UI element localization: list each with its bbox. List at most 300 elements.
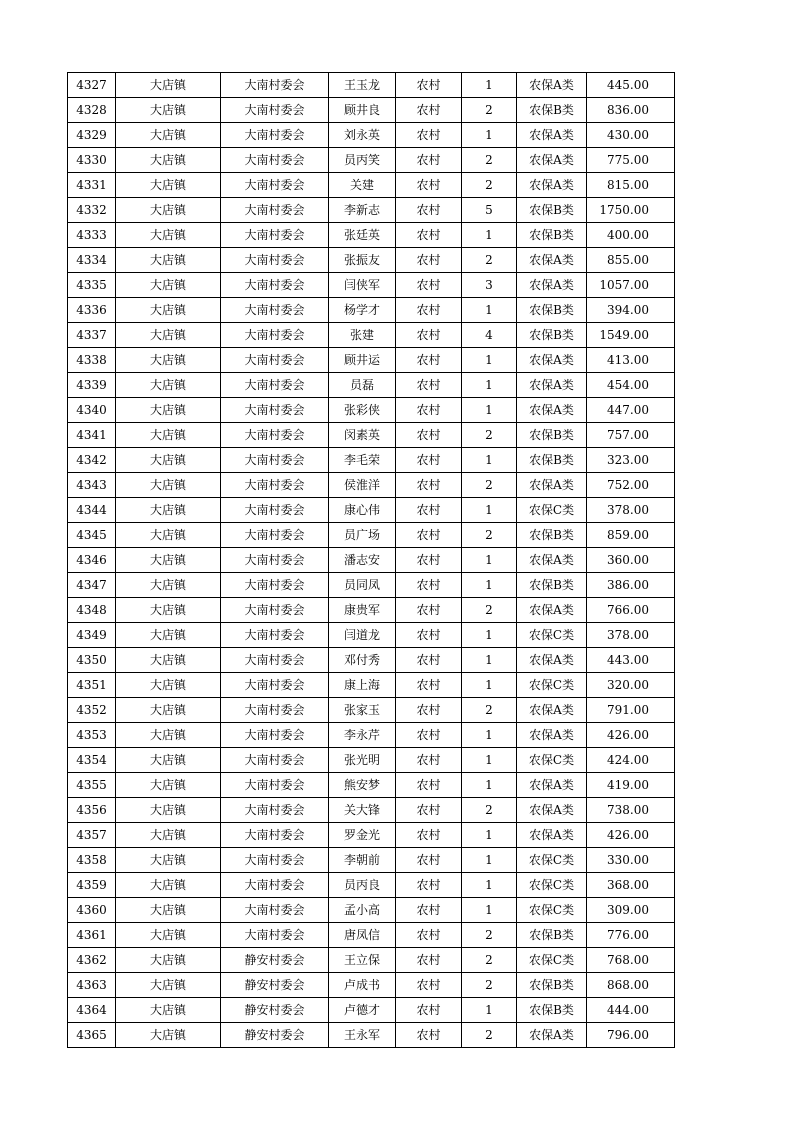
village-committee-cell: 大南村委会 — [221, 773, 329, 798]
insurance-category-cell: 农保B类 — [517, 923, 587, 948]
person-name-cell: 康贵军 — [329, 598, 396, 623]
insurance-category-cell: 农保C类 — [517, 498, 587, 523]
table-row — [68, 898, 675, 923]
town-cell: 大店镇 — [116, 573, 221, 598]
amount-cell: 424.00 — [587, 748, 675, 773]
member-count-cell: 1 — [462, 398, 517, 423]
village-committee-cell: 大南村委会 — [221, 748, 329, 773]
person-name-cell: 张彩侠 — [329, 398, 396, 423]
member-count-cell: 2 — [462, 598, 517, 623]
town-cell: 大店镇 — [116, 123, 221, 148]
amount-cell: 419.00 — [587, 773, 675, 798]
town-cell: 大店镇 — [116, 848, 221, 873]
town-cell: 大店镇 — [116, 198, 221, 223]
insurance-category-cell: 农保A类 — [517, 698, 587, 723]
record-id-cell: 4354 — [68, 748, 116, 773]
household-type-cell: 农村 — [396, 523, 462, 548]
member-count-cell: 1 — [462, 623, 517, 648]
insurance-category-cell: 农保A类 — [517, 473, 587, 498]
person-name-cell: 闵素英 — [329, 423, 396, 448]
table-row — [68, 523, 675, 548]
household-type-cell: 农村 — [396, 573, 462, 598]
table-row — [68, 773, 675, 798]
village-committee-cell: 静安村委会 — [221, 998, 329, 1023]
amount-cell: 444.00 — [587, 998, 675, 1023]
household-type-cell: 农村 — [396, 248, 462, 273]
town-cell: 大店镇 — [116, 223, 221, 248]
table-row — [68, 623, 675, 648]
record-id-cell: 4351 — [68, 673, 116, 698]
person-name-cell: 闫道龙 — [329, 623, 396, 648]
person-name-cell: 熊安梦 — [329, 773, 396, 798]
amount-cell: 796.00 — [587, 1023, 675, 1048]
person-name-cell: 唐凤信 — [329, 923, 396, 948]
village-committee-cell: 大南村委会 — [221, 548, 329, 573]
table-row — [68, 398, 675, 423]
table-row — [68, 573, 675, 598]
household-type-cell: 农村 — [396, 73, 462, 98]
insurance-category-cell: 农保A类 — [517, 723, 587, 748]
town-cell: 大店镇 — [116, 148, 221, 173]
member-count-cell: 1 — [462, 748, 517, 773]
person-name-cell: 张家玉 — [329, 698, 396, 723]
member-count-cell: 2 — [462, 473, 517, 498]
amount-cell: 815.00 — [587, 173, 675, 198]
person-name-cell: 王玉龙 — [329, 73, 396, 98]
member-count-cell: 2 — [462, 923, 517, 948]
town-cell: 大店镇 — [116, 248, 221, 273]
insurance-category-cell: 农保A类 — [517, 398, 587, 423]
amount-cell: 776.00 — [587, 923, 675, 948]
village-committee-cell: 大南村委会 — [221, 848, 329, 873]
household-type-cell: 农村 — [396, 973, 462, 998]
person-name-cell: 杨学才 — [329, 298, 396, 323]
household-type-cell: 农村 — [396, 548, 462, 573]
person-name-cell: 员广场 — [329, 523, 396, 548]
table-row — [68, 948, 675, 973]
amount-cell: 426.00 — [587, 723, 675, 748]
town-cell: 大店镇 — [116, 548, 221, 573]
person-name-cell: 张廷英 — [329, 223, 396, 248]
record-id-cell: 4346 — [68, 548, 116, 573]
table-row — [68, 323, 675, 348]
village-committee-cell: 静安村委会 — [221, 948, 329, 973]
member-count-cell: 2 — [462, 423, 517, 448]
member-count-cell: 1 — [462, 498, 517, 523]
village-committee-cell: 大南村委会 — [221, 873, 329, 898]
insurance-category-cell: 农保A类 — [517, 348, 587, 373]
household-type-cell: 农村 — [396, 998, 462, 1023]
insurance-category-cell: 农保A类 — [517, 798, 587, 823]
member-count-cell: 1 — [462, 223, 517, 248]
person-name-cell: 王立保 — [329, 948, 396, 973]
village-committee-cell: 大南村委会 — [221, 673, 329, 698]
person-name-cell: 李朝前 — [329, 848, 396, 873]
amount-cell: 791.00 — [587, 698, 675, 723]
village-committee-cell: 大南村委会 — [221, 273, 329, 298]
household-type-cell: 农村 — [396, 198, 462, 223]
household-type-cell: 农村 — [396, 373, 462, 398]
insurance-category-cell: 农保C类 — [517, 948, 587, 973]
table-row — [68, 548, 675, 573]
insurance-category-cell: 农保B类 — [517, 523, 587, 548]
village-committee-cell: 大南村委会 — [221, 523, 329, 548]
record-id-cell: 4357 — [68, 823, 116, 848]
person-name-cell: 李毛荣 — [329, 448, 396, 473]
person-name-cell: 潘志安 — [329, 548, 396, 573]
person-name-cell: 张建 — [329, 323, 396, 348]
person-name-cell: 王永军 — [329, 1023, 396, 1048]
person-name-cell: 李永芹 — [329, 723, 396, 748]
member-count-cell: 2 — [462, 948, 517, 973]
person-name-cell: 康心伟 — [329, 498, 396, 523]
household-type-cell: 农村 — [396, 923, 462, 948]
household-type-cell: 农村 — [396, 273, 462, 298]
person-name-cell: 员同凤 — [329, 573, 396, 598]
household-type-cell: 农村 — [396, 873, 462, 898]
town-cell: 大店镇 — [116, 498, 221, 523]
person-name-cell: 顾井运 — [329, 348, 396, 373]
insurance-category-cell: 农保B类 — [517, 323, 587, 348]
amount-cell: 1549.00 — [587, 323, 675, 348]
town-cell: 大店镇 — [116, 698, 221, 723]
household-type-cell: 农村 — [396, 498, 462, 523]
member-count-cell: 1 — [462, 898, 517, 923]
person-name-cell: 员丙笑 — [329, 148, 396, 173]
village-committee-cell: 大南村委会 — [221, 598, 329, 623]
amount-cell: 447.00 — [587, 398, 675, 423]
amount-cell: 1750.00 — [587, 198, 675, 223]
insurance-category-cell: 农保B类 — [517, 448, 587, 473]
person-name-cell: 李新志 — [329, 198, 396, 223]
member-count-cell: 1 — [462, 448, 517, 473]
member-count-cell: 5 — [462, 198, 517, 223]
town-cell: 大店镇 — [116, 523, 221, 548]
household-type-cell: 农村 — [396, 648, 462, 673]
amount-cell: 738.00 — [587, 798, 675, 823]
amount-cell: 768.00 — [587, 948, 675, 973]
village-committee-cell: 大南村委会 — [221, 98, 329, 123]
town-cell: 大店镇 — [116, 798, 221, 823]
member-count-cell: 1 — [462, 548, 517, 573]
household-type-cell: 农村 — [396, 123, 462, 148]
table-row — [68, 998, 675, 1023]
record-id-cell: 4363 — [68, 973, 116, 998]
insurance-category-cell: 农保A类 — [517, 548, 587, 573]
table-row — [68, 73, 675, 98]
village-committee-cell: 大南村委会 — [221, 723, 329, 748]
record-id-cell: 4356 — [68, 798, 116, 823]
town-cell: 大店镇 — [116, 898, 221, 923]
household-type-cell: 农村 — [396, 148, 462, 173]
household-type-cell: 农村 — [396, 398, 462, 423]
table-row — [68, 423, 675, 448]
table-row — [68, 173, 675, 198]
person-name-cell: 张光明 — [329, 748, 396, 773]
amount-cell: 360.00 — [587, 548, 675, 573]
record-id-cell: 4347 — [68, 573, 116, 598]
record-id-cell: 4349 — [68, 623, 116, 648]
household-type-cell: 农村 — [396, 98, 462, 123]
person-name-cell: 张振友 — [329, 248, 396, 273]
village-committee-cell: 大南村委会 — [221, 348, 329, 373]
town-cell: 大店镇 — [116, 948, 221, 973]
amount-cell: 368.00 — [587, 873, 675, 898]
village-committee-cell: 大南村委会 — [221, 498, 329, 523]
amount-cell: 868.00 — [587, 973, 675, 998]
record-id-cell: 4342 — [68, 448, 116, 473]
member-count-cell: 2 — [462, 698, 517, 723]
insurance-category-cell: 农保A类 — [517, 598, 587, 623]
record-id-cell: 4329 — [68, 123, 116, 148]
person-name-cell: 罗金光 — [329, 823, 396, 848]
record-id-cell: 4330 — [68, 148, 116, 173]
table-row — [68, 673, 675, 698]
table-row — [68, 823, 675, 848]
village-committee-cell: 大南村委会 — [221, 248, 329, 273]
person-name-cell: 卢德才 — [329, 998, 396, 1023]
town-cell: 大店镇 — [116, 748, 221, 773]
village-committee-cell: 大南村委会 — [221, 423, 329, 448]
village-committee-cell: 大南村委会 — [221, 398, 329, 423]
amount-cell: 309.00 — [587, 898, 675, 923]
town-cell: 大店镇 — [116, 723, 221, 748]
insurance-category-cell: 农保A类 — [517, 823, 587, 848]
member-count-cell: 3 — [462, 273, 517, 298]
record-id-cell: 4359 — [68, 873, 116, 898]
table-row — [68, 273, 675, 298]
village-committee-cell: 大南村委会 — [221, 798, 329, 823]
town-cell: 大店镇 — [116, 773, 221, 798]
member-count-cell: 2 — [462, 1023, 517, 1048]
member-count-cell: 2 — [462, 173, 517, 198]
household-type-cell: 农村 — [396, 423, 462, 448]
town-cell: 大店镇 — [116, 98, 221, 123]
person-name-cell: 卢成书 — [329, 973, 396, 998]
amount-cell: 752.00 — [587, 473, 675, 498]
insurance-category-cell: 农保C类 — [517, 898, 587, 923]
table-row — [68, 148, 675, 173]
record-id-cell: 4353 — [68, 723, 116, 748]
village-committee-cell: 大南村委会 — [221, 823, 329, 848]
table-row — [68, 598, 675, 623]
table-row — [68, 848, 675, 873]
member-count-cell: 1 — [462, 998, 517, 1023]
record-id-cell: 4358 — [68, 848, 116, 873]
village-committee-cell: 大南村委会 — [221, 198, 329, 223]
record-id-cell: 4339 — [68, 373, 116, 398]
member-count-cell: 1 — [462, 573, 517, 598]
town-cell: 大店镇 — [116, 298, 221, 323]
amount-cell: 378.00 — [587, 623, 675, 648]
town-cell: 大店镇 — [116, 973, 221, 998]
member-count-cell: 2 — [462, 523, 517, 548]
amount-cell: 766.00 — [587, 598, 675, 623]
record-id-cell: 4334 — [68, 248, 116, 273]
insurance-category-cell: 农保B类 — [517, 223, 587, 248]
amount-cell: 757.00 — [587, 423, 675, 448]
town-cell: 大店镇 — [116, 873, 221, 898]
record-id-cell: 4328 — [68, 98, 116, 123]
insurance-category-cell: 农保B类 — [517, 973, 587, 998]
table-row — [68, 373, 675, 398]
town-cell: 大店镇 — [116, 648, 221, 673]
member-count-cell: 1 — [462, 73, 517, 98]
insurance-category-cell: 农保C类 — [517, 748, 587, 773]
table-row — [68, 298, 675, 323]
amount-cell: 426.00 — [587, 823, 675, 848]
member-count-cell: 2 — [462, 798, 517, 823]
person-name-cell: 顾井良 — [329, 98, 396, 123]
record-id-cell: 4333 — [68, 223, 116, 248]
insurance-category-cell: 农保C类 — [517, 873, 587, 898]
town-cell: 大店镇 — [116, 348, 221, 373]
village-committee-cell: 大南村委会 — [221, 223, 329, 248]
household-type-cell: 农村 — [396, 898, 462, 923]
town-cell: 大店镇 — [116, 373, 221, 398]
town-cell: 大店镇 — [116, 673, 221, 698]
record-id-cell: 4345 — [68, 523, 116, 548]
record-id-cell: 4352 — [68, 698, 116, 723]
village-committee-cell: 大南村委会 — [221, 448, 329, 473]
town-cell: 大店镇 — [116, 173, 221, 198]
record-id-cell: 4355 — [68, 773, 116, 798]
record-id-cell: 4327 — [68, 73, 116, 98]
member-count-cell: 1 — [462, 823, 517, 848]
town-cell: 大店镇 — [116, 398, 221, 423]
amount-cell: 836.00 — [587, 98, 675, 123]
member-count-cell: 1 — [462, 348, 517, 373]
insurance-category-cell: 农保B类 — [517, 98, 587, 123]
town-cell: 大店镇 — [116, 273, 221, 298]
amount-cell: 323.00 — [587, 448, 675, 473]
person-name-cell: 刘永英 — [329, 123, 396, 148]
village-committee-cell: 静安村委会 — [221, 1023, 329, 1048]
amount-cell: 413.00 — [587, 348, 675, 373]
amount-cell: 454.00 — [587, 373, 675, 398]
table-row — [68, 748, 675, 773]
member-count-cell: 1 — [462, 373, 517, 398]
village-committee-cell: 大南村委会 — [221, 898, 329, 923]
person-name-cell: 关大锋 — [329, 798, 396, 823]
household-type-cell: 农村 — [396, 948, 462, 973]
insurance-category-cell: 农保A类 — [517, 648, 587, 673]
insurance-category-cell: 农保A类 — [517, 373, 587, 398]
record-id-cell: 4338 — [68, 348, 116, 373]
amount-cell: 855.00 — [587, 248, 675, 273]
town-cell: 大店镇 — [116, 998, 221, 1023]
table-row — [68, 98, 675, 123]
household-type-cell: 农村 — [396, 323, 462, 348]
insurance-category-cell: 农保C类 — [517, 848, 587, 873]
town-cell: 大店镇 — [116, 823, 221, 848]
record-id-cell: 4332 — [68, 198, 116, 223]
village-committee-cell: 大南村委会 — [221, 573, 329, 598]
amount-cell: 443.00 — [587, 648, 675, 673]
village-committee-cell: 大南村委会 — [221, 173, 329, 198]
record-id-cell: 4335 — [68, 273, 116, 298]
table-row — [68, 798, 675, 823]
household-type-cell: 农村 — [396, 623, 462, 648]
insurance-category-cell: 农保A类 — [517, 148, 587, 173]
table-row — [68, 498, 675, 523]
insurance-category-cell: 农保C类 — [517, 673, 587, 698]
household-type-cell: 农村 — [396, 1023, 462, 1048]
record-id-cell: 4362 — [68, 948, 116, 973]
insurance-category-cell: 农保B类 — [517, 198, 587, 223]
village-committee-cell: 大南村委会 — [221, 298, 329, 323]
village-committee-cell: 大南村委会 — [221, 373, 329, 398]
village-committee-cell: 大南村委会 — [221, 648, 329, 673]
amount-cell: 378.00 — [587, 498, 675, 523]
table-row — [68, 923, 675, 948]
insurance-category-cell: 农保B类 — [517, 998, 587, 1023]
town-cell: 大店镇 — [116, 598, 221, 623]
town-cell: 大店镇 — [116, 623, 221, 648]
amount-cell: 320.00 — [587, 673, 675, 698]
village-committee-cell: 大南村委会 — [221, 123, 329, 148]
record-id-cell: 4348 — [68, 598, 116, 623]
household-type-cell: 农村 — [396, 698, 462, 723]
insurance-category-cell: 农保B类 — [517, 298, 587, 323]
village-committee-cell: 大南村委会 — [221, 698, 329, 723]
insurance-category-cell: 农保B类 — [517, 423, 587, 448]
record-id-cell: 4337 — [68, 323, 116, 348]
household-type-cell: 农村 — [396, 848, 462, 873]
record-id-cell: 4365 — [68, 1023, 116, 1048]
member-count-cell: 2 — [462, 248, 517, 273]
record-id-cell: 4340 — [68, 398, 116, 423]
member-count-cell: 2 — [462, 973, 517, 998]
insurance-category-cell: 农保A类 — [517, 273, 587, 298]
insurance-category-cell: 农保C类 — [517, 623, 587, 648]
insurance-category-cell: 农保A类 — [517, 123, 587, 148]
town-cell: 大店镇 — [116, 923, 221, 948]
household-type-cell: 农村 — [396, 798, 462, 823]
household-type-cell: 农村 — [396, 773, 462, 798]
roster-sheet — [67, 72, 675, 1048]
village-committee-cell: 静安村委会 — [221, 973, 329, 998]
household-type-cell: 农村 — [396, 823, 462, 848]
amount-cell: 445.00 — [587, 73, 675, 98]
person-name-cell: 闫侠军 — [329, 273, 396, 298]
amount-cell: 330.00 — [587, 848, 675, 873]
member-count-cell: 2 — [462, 98, 517, 123]
member-count-cell: 1 — [462, 298, 517, 323]
person-name-cell: 康上海 — [329, 673, 396, 698]
member-count-cell: 1 — [462, 773, 517, 798]
amount-cell: 400.00 — [587, 223, 675, 248]
table-row — [68, 348, 675, 373]
record-id-cell: 4364 — [68, 998, 116, 1023]
insurance-category-cell: 农保A类 — [517, 773, 587, 798]
insurance-category-cell: 农保B类 — [517, 573, 587, 598]
person-name-cell: 邓付秀 — [329, 648, 396, 673]
table-row — [68, 123, 675, 148]
record-id-cell: 4360 — [68, 898, 116, 923]
town-cell: 大店镇 — [116, 73, 221, 98]
amount-cell: 430.00 — [587, 123, 675, 148]
table-row — [68, 723, 675, 748]
town-cell: 大店镇 — [116, 1023, 221, 1048]
household-type-cell: 农村 — [396, 298, 462, 323]
village-committee-cell: 大南村委会 — [221, 323, 329, 348]
household-type-cell: 农村 — [396, 348, 462, 373]
table-row — [68, 448, 675, 473]
amount-cell: 1057.00 — [587, 273, 675, 298]
town-cell: 大店镇 — [116, 448, 221, 473]
record-id-cell: 4350 — [68, 648, 116, 673]
